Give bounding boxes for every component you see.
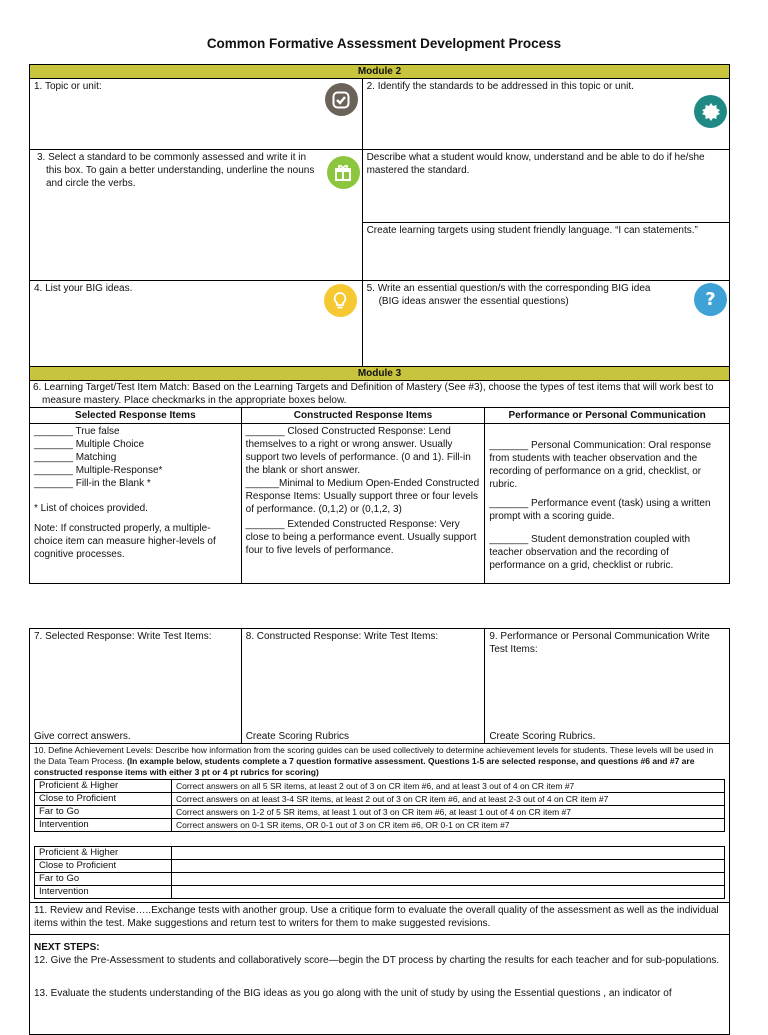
checkmark-icon <box>325 83 358 116</box>
standards-cell <box>362 79 729 150</box>
achievement-intro <box>34 745 725 778</box>
selected-item: _______ Multiple Choice <box>34 439 145 450</box>
question-icon: ? <box>694 283 727 316</box>
achievement-intro-bold: (In example below, students complete a 7 question formative assessment. Questions 1-5 are selected response, and questions #6 and #7 are constructed response items with either 3 pt or 4 pt rubrics for scoring) <box>34 756 695 777</box>
constructed-item: _______ Extended Constructed Response: Very close to being a performance event. Usually support four to five levels of performance. <box>245 519 477 556</box>
selected-note: * List of choices provided. <box>34 503 148 514</box>
performance-cell <box>485 424 730 584</box>
level-name: Far to Go <box>35 806 172 819</box>
constructed-item: _______ Closed Constructed Response: Lend themselves to a right or wrong answer. Usually support two levels of performance. (0 and 1). Fill-in the blank or short answer. <box>245 426 471 476</box>
table-row <box>35 847 725 860</box>
performance-item: _______ Personal Communication: Oral response from students with teacher observation and the recording of performance on a grid, checklist, or rubric. <box>489 440 712 490</box>
page-title: Common Formative Assessment Development Process <box>206 36 562 51</box>
next-steps-heading: NEXT STEPS: <box>34 942 100 953</box>
badge-icon <box>694 95 727 128</box>
selected-write-label: 7. Selected Response: Write Test Items: <box>34 631 212 642</box>
table-row <box>35 780 725 793</box>
selected-response-header: Selected Response Items <box>30 408 242 424</box>
review-cell <box>30 903 730 935</box>
level-desc: Correct answers on 1-2 of 5 SR items, at least 1 out of 3 on CR item #6, at least 1 out of 4 on CR item #7 <box>172 806 725 819</box>
level-name: Intervention <box>35 819 172 832</box>
constructed-item: ______Minimal to Medium Open-Ended Constructed Response Items: Usually support three or four levels of performance. (0,1,2) or (0,1,2, 3) <box>245 478 480 515</box>
essential-question-cell <box>362 281 729 367</box>
performance-write-label: 9. Performance or Personal Communication Write Test Items: <box>489 631 710 655</box>
level-entry[interactable] <box>172 860 725 873</box>
level-name: Intervention <box>35 886 172 899</box>
selected-item: _______ Matching <box>34 452 117 463</box>
level-name: Close to Proficient <box>35 793 172 806</box>
level-entry[interactable] <box>172 847 725 860</box>
topic-label: 1. Topic or unit: <box>34 81 102 92</box>
lightbulb-icon <box>324 284 357 317</box>
constructed-response-cell <box>241 424 485 584</box>
level-name: Proficient & Higher <box>35 780 172 793</box>
level-name: Close to Proficient <box>35 860 172 873</box>
performance-write-footer: Create Scoring Rubrics. <box>489 731 596 742</box>
example-levels-table <box>34 779 725 832</box>
selected-item: _______ Fill-in the Blank * <box>34 478 151 489</box>
performance-header: Performance or Personal Communication <box>485 408 730 424</box>
targets-text: Create learning targets using student friendly language. “I can statements.” <box>366 225 698 236</box>
selected-item: _______ True false <box>34 426 120 437</box>
topic-cell <box>30 79 363 150</box>
achievement-intro-text: 10. Define Achievement Levels: Describe how information from the scoring guides can be used collectively to determine achievement levels for students. These levels will be used in the Data Team Process. <box>34 745 714 766</box>
level-entry[interactable] <box>172 886 725 899</box>
next-steps-cell <box>30 935 730 1035</box>
performance-item: _______ Student demonstration coupled with teacher observation and the recording of performance on a grid, checklist or rubric. <box>489 534 691 571</box>
selected-write-footer: Give correct answers. <box>34 731 131 742</box>
step-12: 12. Give the Pre-Assessment to students and collaboratively score—begin the DT process by charting the results for each teacher and for sub-populations. <box>34 955 720 966</box>
level-desc: Correct answers on at least 3-4 SR items, at least 2 out of 3 on CR item #6, and at least 2-3 out of 4 on CR item #7 <box>172 793 725 806</box>
table-row <box>35 860 725 873</box>
table-row <box>35 793 725 806</box>
level-desc: Correct answers on 0-1 SR items, OR 0-1 out of 3 on CR item #6, OR 0-1 on CR item #7 <box>172 819 725 832</box>
describe-cell <box>362 150 729 223</box>
table-row <box>35 819 725 832</box>
module2-band: Module 2 <box>30 65 730 79</box>
write-items-table <box>29 628 730 1035</box>
standards-label: 2. Identify the standards to be addressed in this topic or unit. <box>366 81 634 92</box>
essential-question-text: 5. Write an essential question/s with the corresponding BIG idea <box>366 283 651 294</box>
module-table <box>29 64 730 408</box>
review-text: 11. Review and Revise…..Exchange tests with another group. Use a critique form to evaluate the overall quality of the assessment as well as the individual items within the test. Make suggestions and return test to writers for them to make suggested revisions. <box>34 905 719 929</box>
gift-icon <box>327 156 360 189</box>
essential-question-sub: (BIG ideas answer the essential questions) <box>378 296 569 307</box>
table-row <box>35 873 725 886</box>
blank-levels-table <box>34 846 725 899</box>
performance-item: _______ Performance event (task) using a written prompt with a scoring guide. <box>489 498 711 522</box>
select-standard-cell <box>30 150 363 281</box>
selected-note: Note: If constructed properly, a multiple-choice item can measure higher-levels of cognitive processes. <box>34 523 216 560</box>
selected-write-cell <box>30 629 242 744</box>
test-item-match: 6. Learning Target/Test Item Match: Based on the Learning Targets and Definition of Mastery (See #3), choose the types of test items that will work best to measure mastery. Place checkmarks in the appropriate boxes below. <box>30 381 730 408</box>
level-desc: Correct answers on all 5 SR items, at least 2 out of 3 on CR item #6, and at least 3 out of 4 on CR item #7 <box>172 780 725 793</box>
table-row <box>35 806 725 819</box>
constructed-write-footer: Create Scoring Rubrics <box>245 731 350 742</box>
step-13: 13. Evaluate the students understanding of the BIG ideas as you go along with the unit of study by using the Essential questions , an indicator of <box>34 988 672 999</box>
table-row <box>35 886 725 899</box>
select-standard-text: 3. Select a standard to be commonly assessed and write it in this box. To gain a better understanding, underline the nouns and circle the verbs. <box>37 152 315 189</box>
constructed-response-header: Constructed Response Items <box>241 408 485 424</box>
selected-response-cell <box>30 424 242 584</box>
level-entry[interactable] <box>172 873 725 886</box>
constructed-write-cell <box>241 629 485 744</box>
module3-band: Module 3 <box>30 367 730 381</box>
selected-item: _______ Multiple-Response* <box>34 465 163 476</box>
item-types-table <box>29 407 730 584</box>
big-ideas-label: 4. List your BIG ideas. <box>34 283 133 294</box>
performance-write-cell <box>485 629 730 744</box>
describe-text: Describe what a student would know, understand and be able to do if he/she mastered the standard. <box>366 152 705 176</box>
targets-cell <box>362 223 729 281</box>
level-name: Far to Go <box>35 873 172 886</box>
big-ideas-cell <box>30 281 363 367</box>
level-name: Proficient & Higher <box>35 847 172 860</box>
constructed-write-label: 8. Constructed Response: Write Test Items: <box>245 631 439 642</box>
achievement-levels-cell <box>30 744 730 903</box>
